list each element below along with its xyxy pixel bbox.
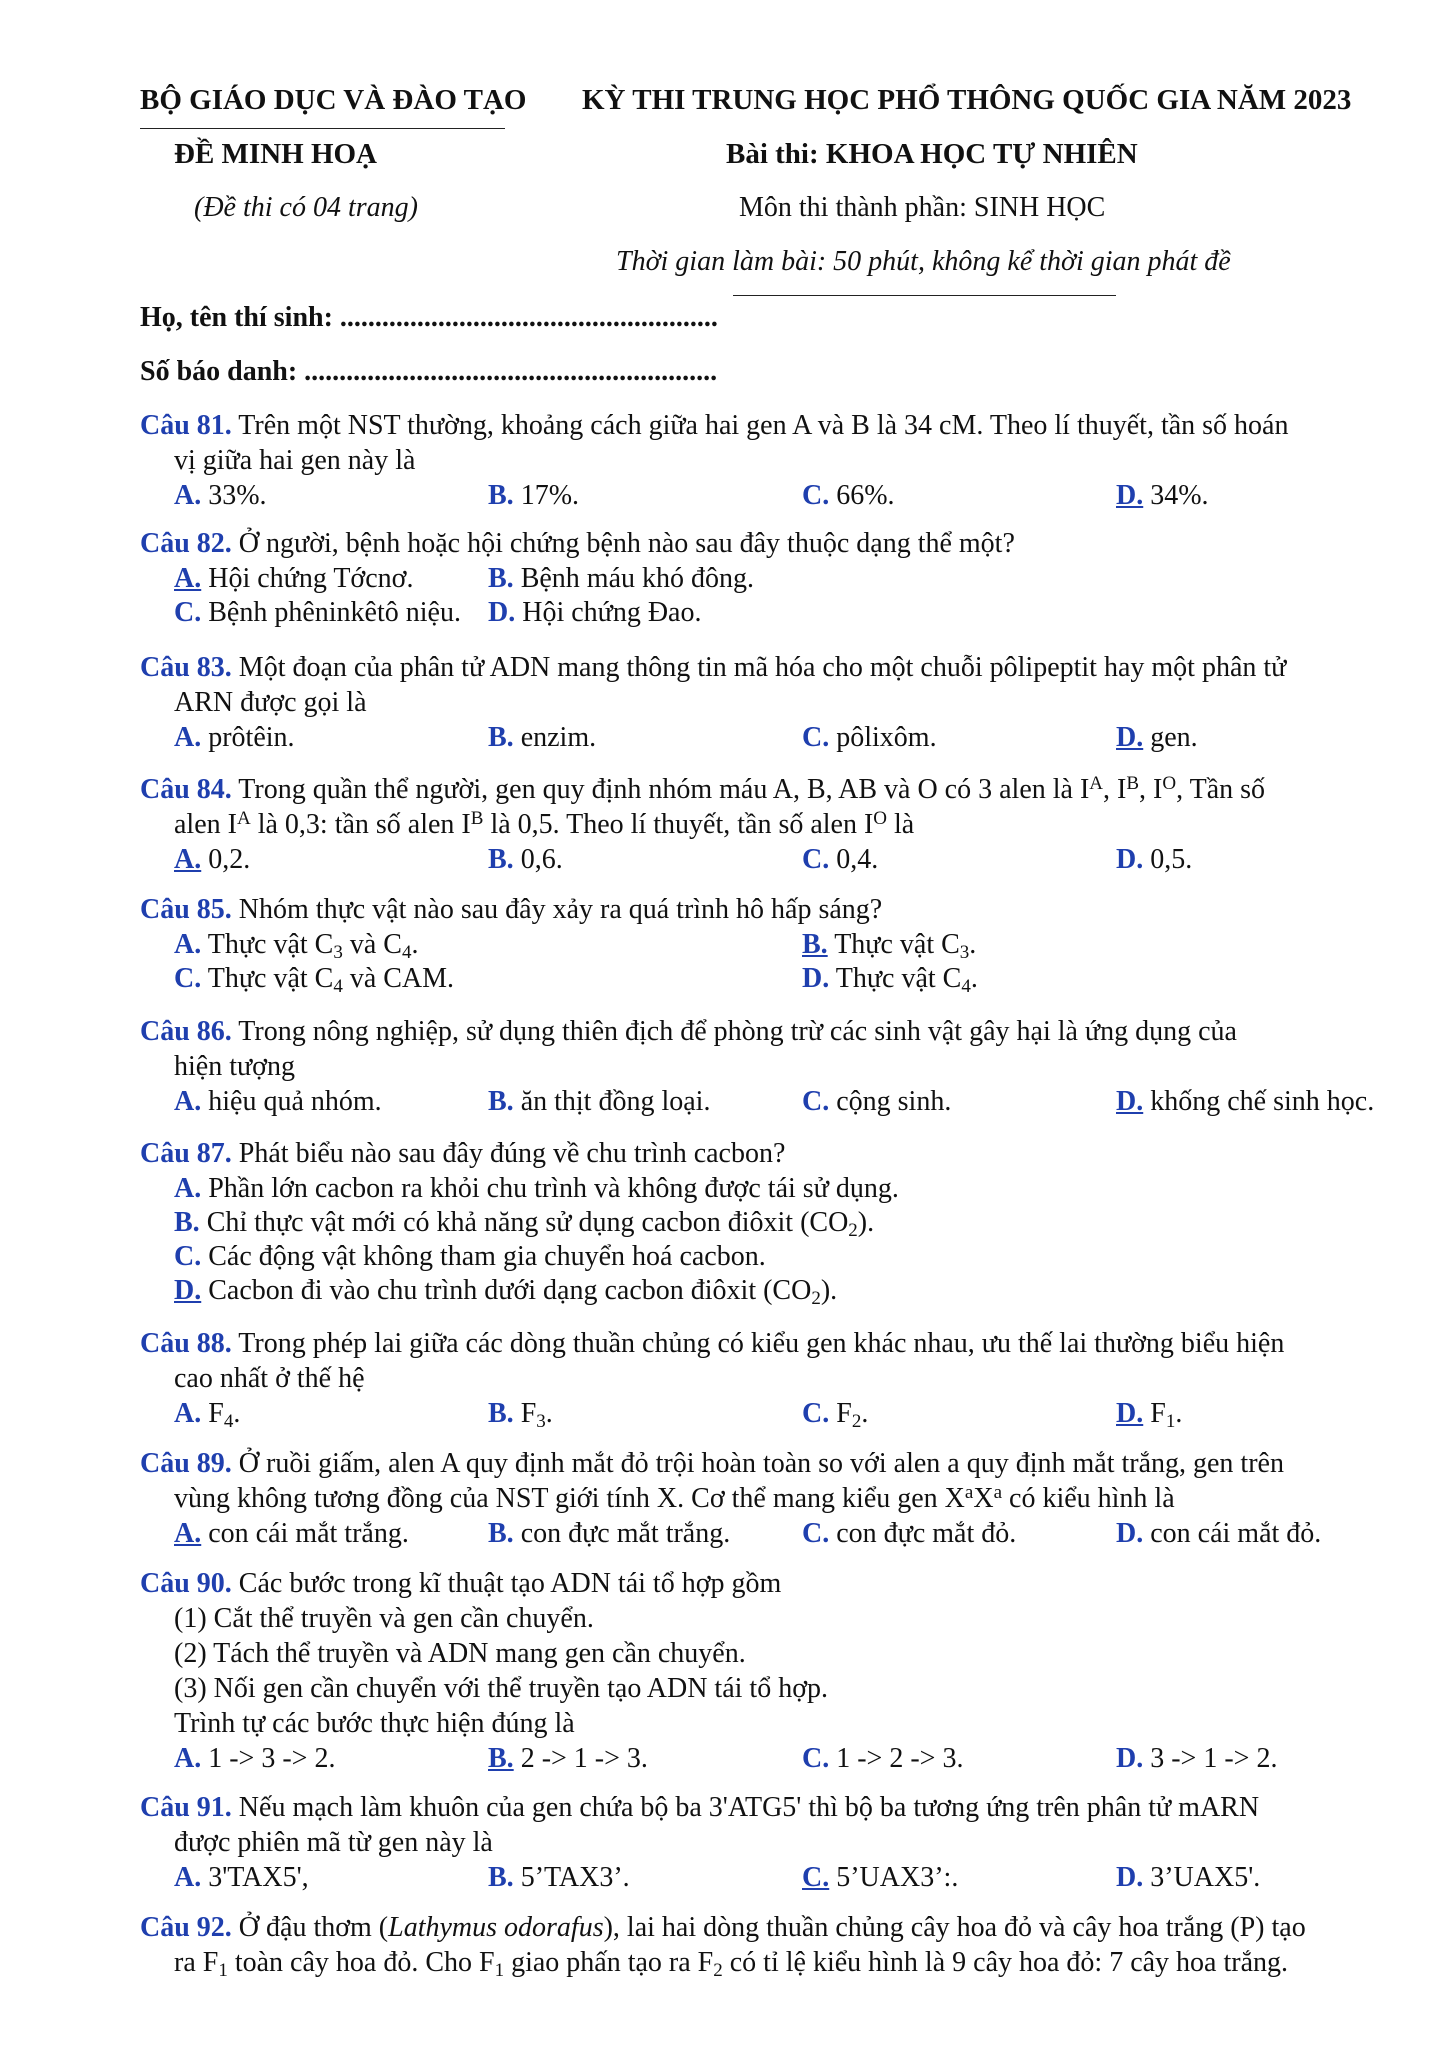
option-d[interactable]: D. Hội chứng Đao. — [488, 597, 702, 628]
subject-group: Bài thi: KHOA HỌC TỰ NHIÊN — [726, 138, 1138, 170]
question-text: Trong quần thể người, gen quy định nhóm máu A, B, AB và O có 3 alen là $I^A$, $I^B$, $I^O$, Tần số — [238, 773, 1266, 805]
step-2: (2) Tách thể truyền và ADN mang gen cần chuyển. — [174, 1638, 746, 1669]
option-d[interactable]: D. Thực vật $C_4$. — [802, 963, 978, 997]
option-d[interactable]: D. 0,5. — [1116, 844, 1193, 875]
page-count-note: (Đề thi có 04 trang) — [194, 192, 418, 223]
question-89 — [140, 1446, 1380, 1550]
option-a[interactable]: A. 33%. — [174, 480, 267, 511]
step-prompt: Trình tự các bước thực hiện đúng là — [174, 1708, 575, 1739]
option-a[interactable]: A. prôtêin. — [174, 722, 295, 753]
question-91 — [140, 1790, 1380, 1894]
option-a[interactable]: A. Thực vật $C_3$ và $C_4$. — [174, 929, 419, 963]
species-name: Lathymus odorafus — [388, 1912, 604, 1943]
option-d[interactable]: D. 3’UAX5'. — [1116, 1862, 1261, 1893]
question-text-cont: vị giữa hai gen này là — [174, 445, 416, 476]
option-a[interactable]: A. 0,2. — [174, 844, 251, 875]
option-b[interactable]: B. enzim. — [488, 722, 597, 753]
option-a[interactable]: A. 3'TAX5', — [174, 1862, 309, 1893]
option-b[interactable]: B. $F_3$. — [488, 1398, 553, 1432]
question-text: Trên một NST thường, khoảng cách giữa hai gen A và B là 34 cM. Theo lí thuyết, tần số hoán — [238, 410, 1289, 441]
question-text: Trong nông nghiệp, sử dụng thiên địch để phòng trừ các sinh vật gây hại là ứng dụng của — [238, 1016, 1237, 1047]
question-text: Một đoạn của phân tử ADN mang thông tin mã hóa cho một chuỗi pôlipeptit hay một phân tử — [238, 652, 1287, 683]
option-b[interactable]: B. Chỉ thực vật mới có khả năng sử dụng cacbon điôxit $(CO_2)$. — [174, 1207, 875, 1241]
question-label: Câu 84. — [140, 774, 232, 805]
candidate-name-field: Họ, tên thí sinh: ...................................................... — [140, 302, 718, 333]
option-a[interactable]: A. Hội chứng Tớcnơ. — [174, 563, 414, 594]
option-b[interactable]: B. Bệnh máu khó đông. — [488, 563, 754, 594]
option-d[interactable]: D. 34%. — [1116, 480, 1209, 511]
option-d[interactable]: D. khống chế sinh học. — [1116, 1086, 1375, 1117]
question-83 — [140, 650, 1380, 754]
option-a[interactable]: A. 1 -> 3 -> 2. — [174, 1743, 336, 1774]
question-82 — [140, 526, 1380, 629]
question-label: Câu 82. — [140, 528, 232, 559]
ministry-underline — [140, 128, 505, 129]
option-a[interactable]: A. Phần lớn cacbon ra khỏi chu trình và không được tái sử dụng. — [174, 1173, 899, 1204]
question-90 — [140, 1566, 1380, 1775]
option-c[interactable]: C. Bệnh phêninkêtô niệu. — [174, 597, 461, 628]
component-subject: Môn thi thành phần: SINH HỌC — [739, 192, 1106, 223]
option-c[interactable]: C. $F_2$. — [802, 1398, 869, 1432]
question-label: Câu 83. — [140, 652, 232, 683]
option-d[interactable]: D. Cacbon đi vào chu trình dưới dạng cacbon điôxit $(CO_2)$. — [174, 1275, 838, 1309]
question-84 — [140, 772, 1380, 876]
option-b[interactable]: B. 5’TAX3’. — [488, 1862, 630, 1893]
question-text-cont: được phiên mã từ gen này là — [174, 1827, 493, 1858]
option-b[interactable]: B. 0,6. — [488, 844, 563, 875]
option-c[interactable]: C. 1 -> 2 -> 3. — [802, 1743, 964, 1774]
question-label: Câu 86. — [140, 1016, 232, 1047]
question-text-cont: ARN được gọi là — [174, 687, 367, 718]
question-text-cont: vùng không tương đồng của NST giới tính X. Cơ thể mang kiểu gen $X^aX^a$ có kiểu hình là — [174, 1482, 1175, 1514]
time-underline — [733, 295, 1116, 296]
question-label: Câu 88. — [140, 1328, 232, 1359]
question-85 — [140, 892, 1380, 995]
question-81 — [140, 408, 1380, 512]
question-text: Ở đậu thơm (Lathymus odorafus), lai hai dòng thuần chủng cây hoa đỏ và cây hoa trắng (P) tạo — [238, 1912, 1306, 1943]
question-label: Câu 91. — [140, 1792, 232, 1823]
question-text-cont: alen $I^A$ là 0,3: tần số alen $I^B$ là 0,5. Theo lí thuyết, tần số alen $I^O$ là — [174, 808, 915, 840]
option-c[interactable]: C. cộng sinh. — [802, 1086, 952, 1117]
question-86 — [140, 1014, 1380, 1118]
question-87 — [140, 1136, 1380, 1307]
exam-title: KỲ THI TRUNG HỌC PHỔ THÔNG QUỐC GIA NĂM 2023 — [582, 84, 1352, 116]
question-label: Câu 90. — [140, 1568, 232, 1599]
question-text: Nhóm thực vật nào sau đây xảy ra quá trình hô hấp sáng? — [238, 894, 883, 925]
option-c[interactable]: C. pôlixôm. — [802, 722, 937, 753]
option-c[interactable]: C. 0,4. — [802, 844, 879, 875]
option-d[interactable]: D. $F_1$. — [1116, 1398, 1183, 1432]
option-a[interactable]: A. $F_4$. — [174, 1398, 241, 1432]
question-text-cont: hiện tượng — [174, 1051, 295, 1082]
step-3: (3) Nối gen cần chuyển với thể truyền tạo ADN tái tổ hợp. — [174, 1673, 829, 1704]
question-label: Câu 87. — [140, 1138, 232, 1169]
question-text-cont: cao nhất ở thế hệ — [174, 1363, 365, 1394]
step-1: (1) Cắt thể truyền và gen cần chuyển. — [174, 1603, 594, 1634]
ministry-name: BỘ GIÁO DỤC VÀ ĐÀO TẠO — [140, 84, 527, 116]
question-text: Ở người, bệnh hoặc hội chứng bệnh nào sau đây thuộc dạng thể một? — [238, 528, 1015, 559]
option-b[interactable]: B. ăn thịt đồng loại. — [488, 1086, 711, 1117]
option-b[interactable]: B. 17%. — [488, 480, 580, 511]
option-b[interactable]: B. Thực vật $C_3$. — [802, 929, 977, 963]
option-c[interactable]: C. 66%. — [802, 480, 895, 511]
option-a[interactable]: A. con cái mắt trắng. — [174, 1518, 409, 1549]
candidate-id-field: Số báo danh: ........................................................... — [140, 356, 718, 387]
option-d[interactable]: D. 3 -> 1 -> 2. — [1116, 1743, 1278, 1774]
question-88 — [140, 1326, 1380, 1430]
question-text: Phát biểu nào sau đây đúng về chu trình cacbon? — [238, 1138, 786, 1169]
option-c[interactable]: C. Các động vật không tham gia chuyển hoá cacbon. — [174, 1241, 766, 1272]
question-label: Câu 92. — [140, 1912, 232, 1943]
question-text: Nếu mạch làm khuôn của gen chứa bộ ba 3'ATG5' thì bộ ba tương ứng trên phân tử mARN — [238, 1792, 1260, 1823]
question-text-cont: ra $F_1$ toàn cây hoa đỏ. Cho $F_1$ giao phấn tạo ra $F_2$ có tỉ lệ kiểu hình là 9 cây hoa đỏ: 7 cây hoa trắng. — [174, 1947, 1289, 1981]
option-b[interactable]: B. 2 -> 1 -> 3. — [488, 1743, 648, 1774]
question-label: Câu 81. — [140, 410, 232, 441]
question-text: Các bước trong kĩ thuật tạo ADN tái tổ hợp gồm — [238, 1568, 782, 1599]
option-d[interactable]: D. gen. — [1116, 722, 1198, 753]
option-b[interactable]: B. con đực mắt trắng. — [488, 1518, 731, 1549]
option-d[interactable]: D. con cái mắt đỏ. — [1116, 1518, 1322, 1549]
option-c[interactable]: C. 5’UAX3’:. — [802, 1862, 959, 1893]
question-label: Câu 89. — [140, 1448, 232, 1479]
option-a[interactable]: A. hiệu quả nhóm. — [174, 1086, 382, 1117]
option-c[interactable]: C. Thực vật $C_4$ và CAM. — [174, 963, 455, 997]
question-text: Trong phép lai giữa các dòng thuần chủng có kiểu gen khác nhau, ưu thế lai thường biểu hiện — [238, 1328, 1285, 1359]
question-92 — [140, 1910, 1380, 1980]
paper-type: ĐỀ MINH HOẠ — [174, 138, 377, 170]
option-c[interactable]: C. con đực mắt đỏ. — [802, 1518, 1017, 1549]
question-label: Câu 85. — [140, 894, 232, 925]
question-text: Ở ruồi giấm, alen A quy định mắt đỏ trội hoàn toàn so với alen a quy định mắt trắng, gen trên — [238, 1448, 1284, 1479]
time-note: Thời gian làm bài: 50 phút, không kể thời gian phát đề — [616, 246, 1231, 277]
